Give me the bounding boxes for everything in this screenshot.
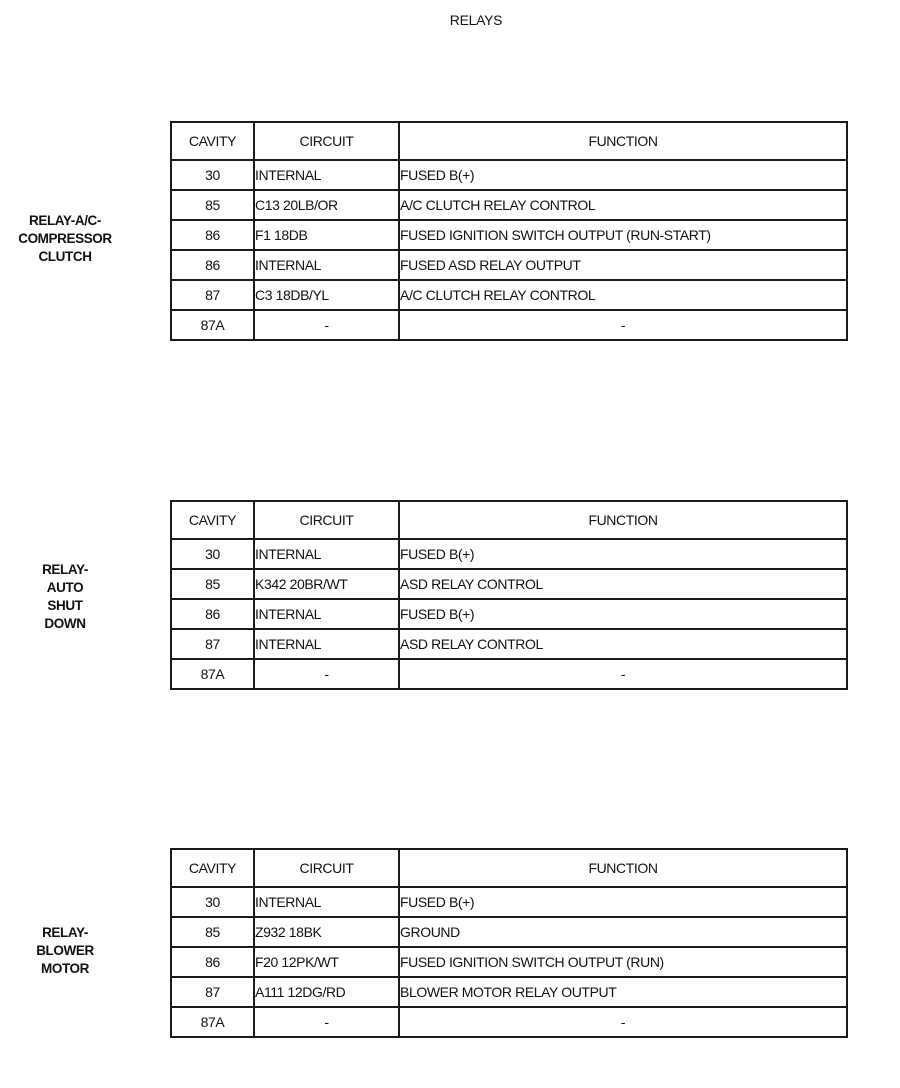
function-cell: GROUND: [399, 917, 847, 947]
relay-table-auto-shut-down: [170, 500, 848, 690]
circuit-cell: K342 20BR/WT: [254, 569, 399, 599]
cavity-cell: 87: [171, 629, 254, 659]
header-function: FUNCTION: [399, 501, 847, 539]
relay-label-line: RELAY-: [42, 562, 88, 577]
cavity-cell: 30: [171, 160, 254, 190]
function-cell: A/C CLUTCH RELAY CONTROL: [399, 190, 847, 220]
relay-label-line: AUTO: [46, 580, 84, 595]
function-cell: ASD RELAY CONTROL: [399, 569, 847, 599]
table-header-row: [171, 122, 847, 160]
relay-label-line: DOWN: [44, 616, 86, 631]
relay-label-line: RELAY-A/C-: [28, 213, 101, 228]
table-row: [171, 160, 847, 190]
cavity-cell: 86: [171, 220, 254, 250]
header-cavity: CAVITY: [171, 849, 254, 887]
cavity-cell: 87: [171, 280, 254, 310]
table-row: [171, 917, 847, 947]
circuit-cell: INTERNAL: [254, 160, 399, 190]
circuit-cell: C3 18DB/YL: [254, 280, 399, 310]
cavity-cell: 85: [171, 569, 254, 599]
cavity-cell: 86: [171, 250, 254, 280]
relay-label-line: COMPRESSOR: [18, 231, 112, 246]
table-row: [171, 659, 847, 689]
function-cell: FUSED B(+): [399, 539, 847, 569]
header-circuit: CIRCUIT: [254, 122, 399, 160]
relay-label-line: SHUT: [47, 598, 83, 613]
function-cell: FUSED B(+): [399, 160, 847, 190]
cavity-cell: 87A: [171, 1007, 254, 1037]
function-cell: FUSED B(+): [399, 887, 847, 917]
circuit-cell: A111 12DG/RD: [254, 977, 399, 1007]
relay-label-line: BLOWER: [36, 943, 94, 958]
circuit-cell: -: [254, 1007, 399, 1037]
table-row: [171, 629, 847, 659]
function-cell: FUSED IGNITION SWITCH OUTPUT (RUN-START): [399, 220, 847, 250]
table-row: [171, 1007, 847, 1037]
relay-label-line: MOTOR: [41, 961, 89, 976]
circuit-cell: INTERNAL: [254, 539, 399, 569]
cavity-cell: 87: [171, 977, 254, 1007]
relay-label-auto-shut-down: [12, 561, 118, 633]
circuit-cell: INTERNAL: [254, 629, 399, 659]
table-row: [171, 887, 847, 917]
table-row: [171, 977, 847, 1007]
page-title: RELAYS: [449, 12, 503, 28]
cavity-cell: 30: [171, 539, 254, 569]
cavity-cell: 87A: [171, 310, 254, 340]
table-header-row: [171, 849, 847, 887]
relay-label-blower-motor: [12, 924, 118, 978]
relay-label-ac-compressor-clutch: [12, 212, 118, 266]
circuit-cell: Z932 18BK: [254, 917, 399, 947]
table-row: [171, 947, 847, 977]
circuit-cell: -: [254, 659, 399, 689]
function-cell: FUSED IGNITION SWITCH OUTPUT (RUN): [399, 947, 847, 977]
circuit-cell: F1 18DB: [254, 220, 399, 250]
cavity-cell: 85: [171, 917, 254, 947]
table-row: [171, 280, 847, 310]
relay-label-line: RELAY-: [42, 925, 88, 940]
header-circuit: CIRCUIT: [254, 849, 399, 887]
circuit-cell: C13 20LB/OR: [254, 190, 399, 220]
function-cell: -: [399, 310, 847, 340]
cavity-cell: 85: [171, 190, 254, 220]
header-circuit: CIRCUIT: [254, 501, 399, 539]
function-cell: FUSED ASD RELAY OUTPUT: [399, 250, 847, 280]
cavity-cell: 87A: [171, 659, 254, 689]
table-row: [171, 250, 847, 280]
function-cell: -: [399, 1007, 847, 1037]
table-header-row: [171, 501, 847, 539]
relay-table-blower-motor: [170, 848, 848, 1038]
function-cell: ASD RELAY CONTROL: [399, 629, 847, 659]
relay-table-ac-compressor-clutch: [170, 121, 848, 341]
cavity-cell: 30: [171, 887, 254, 917]
circuit-cell: INTERNAL: [254, 887, 399, 917]
header-function: FUNCTION: [399, 849, 847, 887]
header-function: FUNCTION: [399, 122, 847, 160]
function-cell: -: [399, 659, 847, 689]
function-cell: FUSED B(+): [399, 599, 847, 629]
table-row: [171, 220, 847, 250]
table-row: [171, 569, 847, 599]
table-row: [171, 190, 847, 220]
relay-label-line: CLUTCH: [38, 249, 92, 264]
circuit-cell: INTERNAL: [254, 599, 399, 629]
cavity-cell: 86: [171, 599, 254, 629]
circuit-cell: INTERNAL: [254, 250, 399, 280]
header-cavity: CAVITY: [171, 122, 254, 160]
circuit-cell: -: [254, 310, 399, 340]
circuit-cell: F20 12PK/WT: [254, 947, 399, 977]
function-cell: BLOWER MOTOR RELAY OUTPUT: [399, 977, 847, 1007]
table-row: [171, 539, 847, 569]
cavity-cell: 86: [171, 947, 254, 977]
table-row: [171, 599, 847, 629]
header-cavity: CAVITY: [171, 501, 254, 539]
function-cell: A/C CLUTCH RELAY CONTROL: [399, 280, 847, 310]
table-row: [171, 310, 847, 340]
